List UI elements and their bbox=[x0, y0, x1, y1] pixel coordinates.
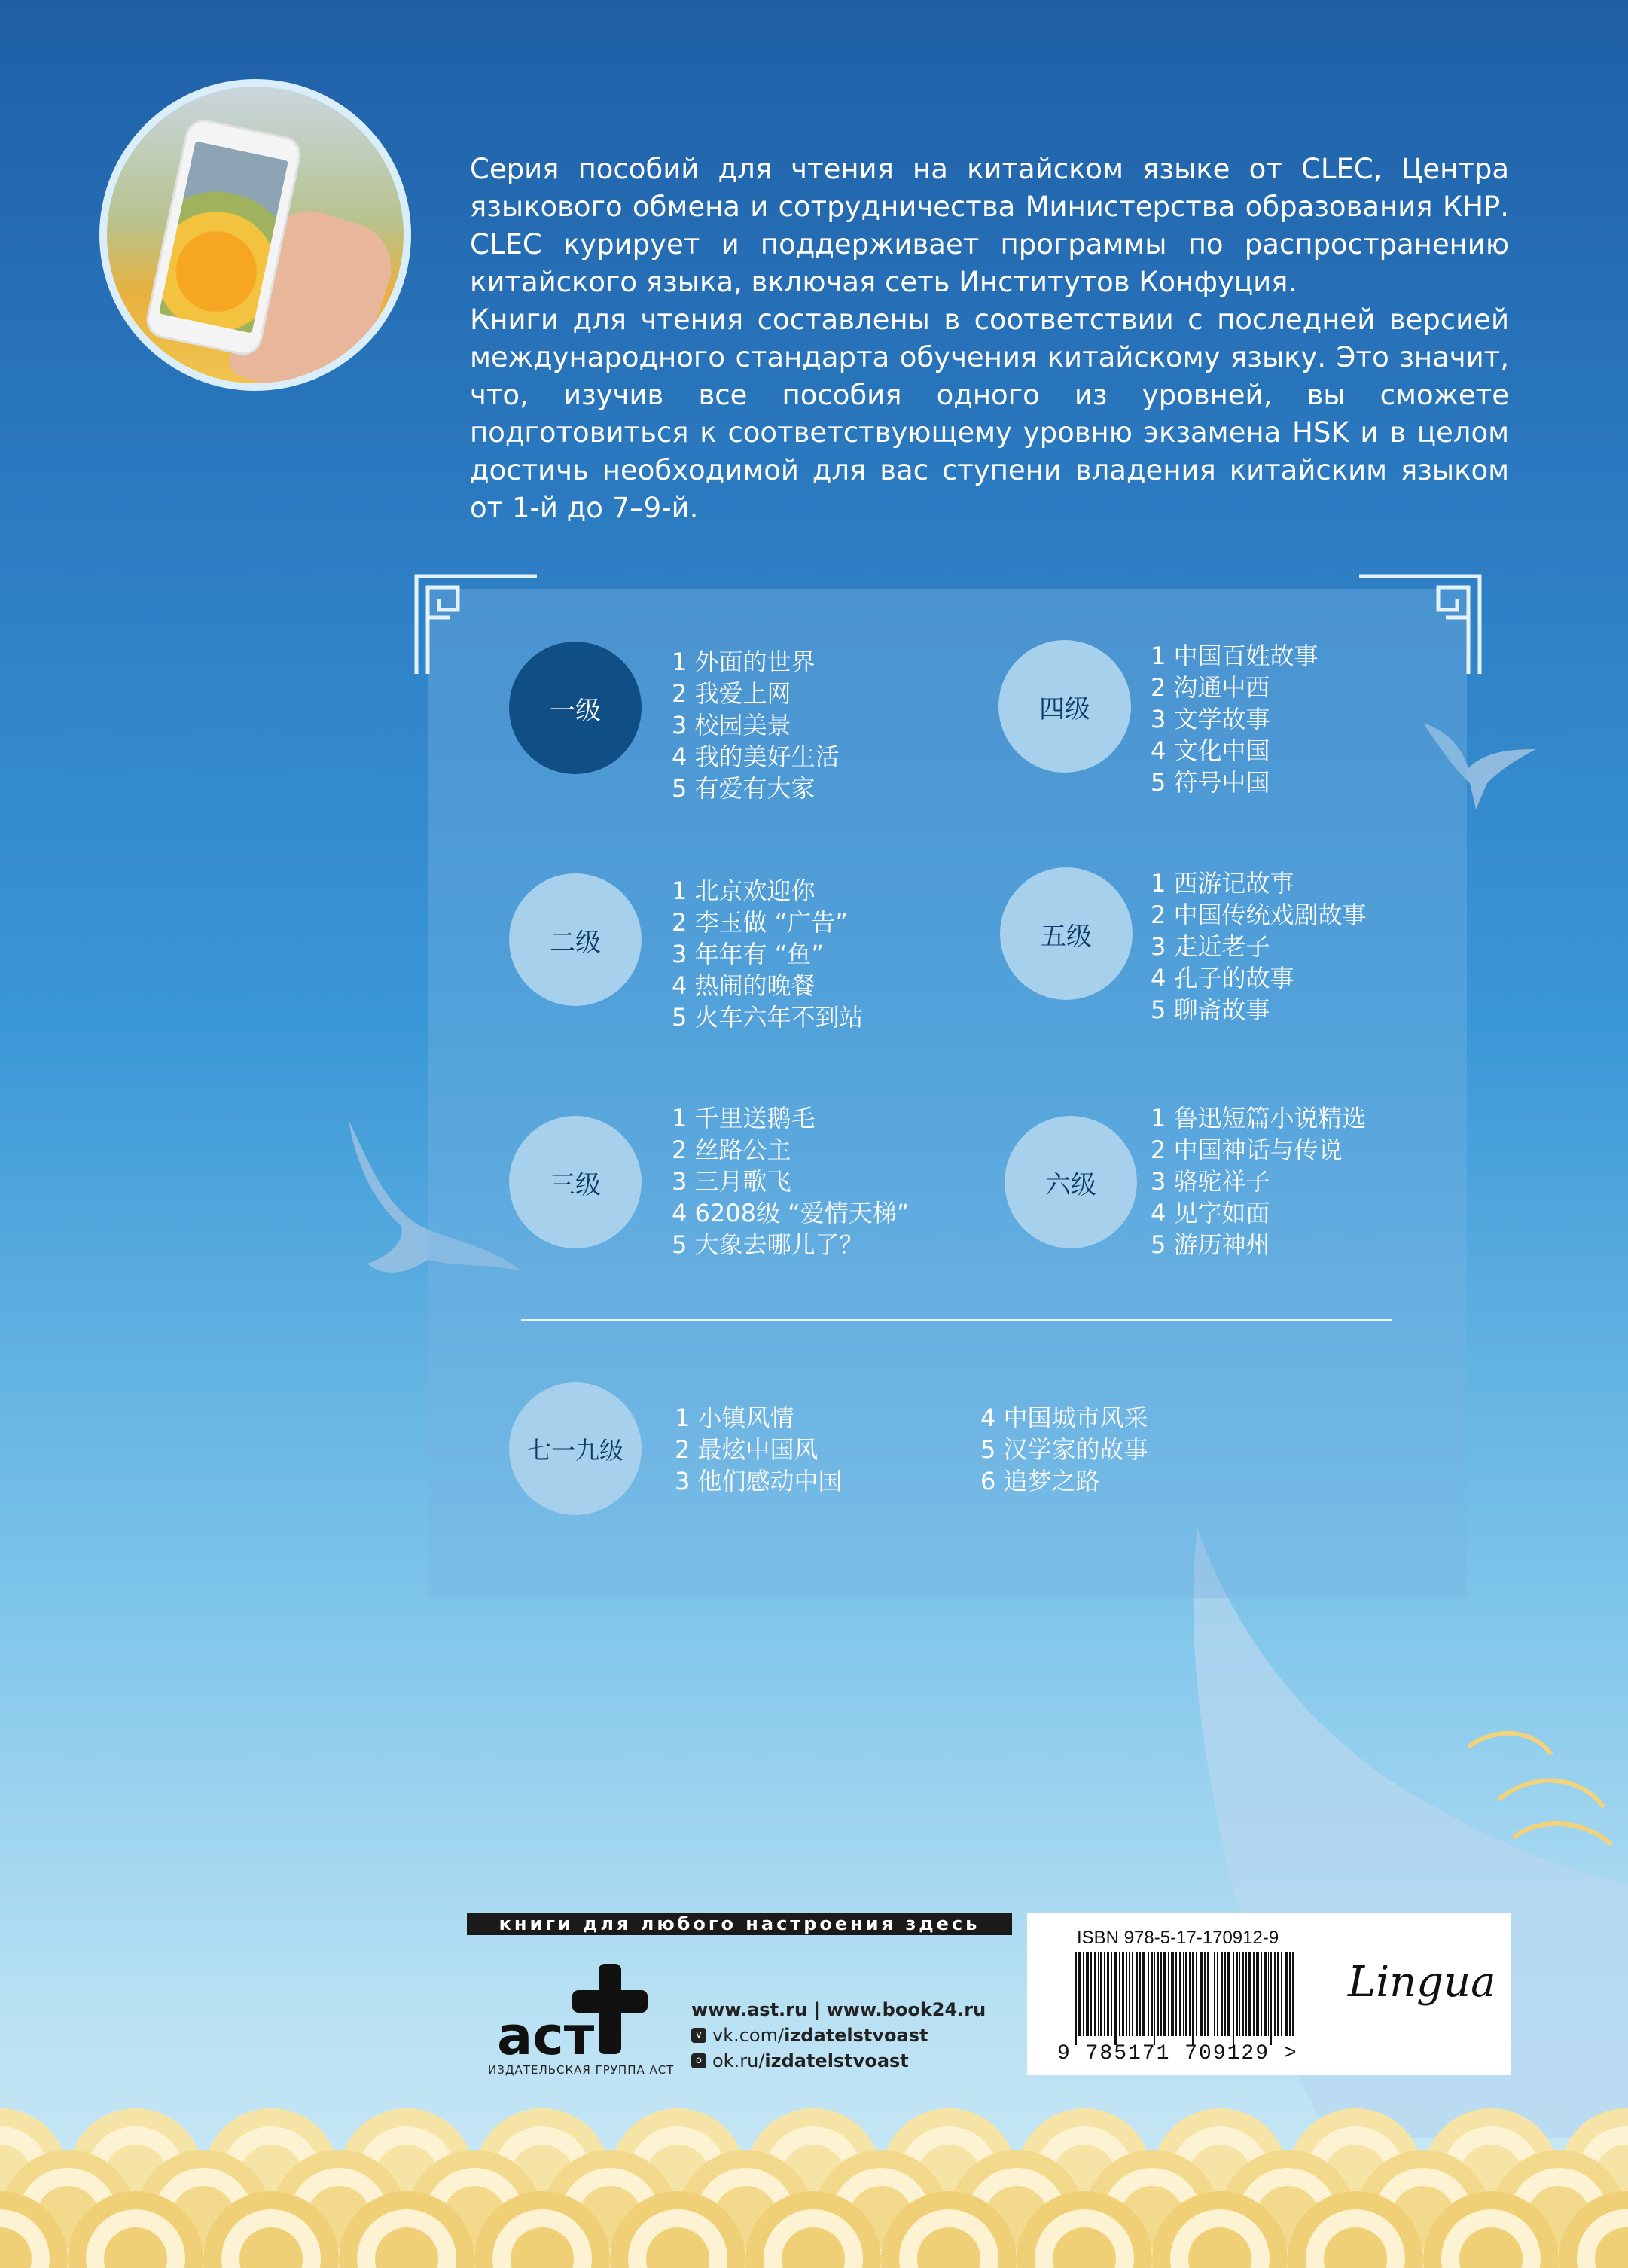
level-7-9-badge: 七一九级 bbox=[509, 1382, 642, 1515]
ast-logo bbox=[489, 1956, 670, 2069]
book-item: 3 走近老子 bbox=[1151, 932, 1270, 961]
book-item: 5 汉学家的故事 bbox=[980, 1435, 1148, 1464]
slogan-banner: книги для любого настроения здесь bbox=[467, 1913, 1012, 1935]
level-3-badge: 三级 bbox=[509, 1116, 642, 1248]
book-item: 1 小镇风情 bbox=[675, 1404, 794, 1432]
level-1-badge: 一级 bbox=[509, 642, 642, 774]
website-links[interactable]: www.ast.ru | www.book24.ru bbox=[691, 1999, 986, 2020]
book-item: 5 游历神州 bbox=[1151, 1230, 1270, 1259]
book-item: 5 符号中国 bbox=[1151, 768, 1270, 797]
book-item: 4 见字如面 bbox=[1151, 1199, 1270, 1227]
level-2-book-list bbox=[672, 875, 864, 1033]
level-5-book-list bbox=[1151, 867, 1367, 1026]
level-2-badge: 二级 bbox=[509, 873, 642, 1006]
barcode bbox=[1075, 1952, 1301, 2045]
vk-handle: izdatelstvoast bbox=[784, 2025, 928, 2046]
book-item: 1 千里送鹅毛 bbox=[672, 1104, 816, 1132]
book-item: 5 有爱有大家 bbox=[672, 774, 816, 803]
book-item: 3 校园美景 bbox=[672, 711, 791, 739]
book-item: 1 北京欢迎你 bbox=[672, 876, 816, 905]
book-item: 2 丝路公主 bbox=[672, 1136, 791, 1164]
book-item: 3 骆驼祥子 bbox=[1151, 1167, 1270, 1196]
vk-icon: v bbox=[691, 2028, 706, 2043]
description-paragraph-2: Книги для чтения составлены в соответствии с последней версией международного стандарта обучения китайскому языку. Это значит, что, изучив все пособия одного из уровней, вы сможете подготовиться к соответствующему уровню экзамена HSK и в целом достичь необходимой для вас ступени владения китайским языком от 1-й до 7–9-й. bbox=[470, 303, 1509, 524]
book-item: 5 火车六年不到站 bbox=[672, 1003, 864, 1032]
book-item: 2 李玉做 “广告” bbox=[672, 908, 848, 937]
book-item: 2 中国传统戏剧故事 bbox=[1151, 901, 1367, 929]
book-item: 4 热闹的晚餐 bbox=[672, 971, 816, 1000]
book-item: 3 三月歌飞 bbox=[672, 1167, 791, 1196]
book-item: 1 外面的世界 bbox=[672, 648, 816, 676]
level-4-badge: 四级 bbox=[998, 640, 1131, 773]
level-6-book-list bbox=[1151, 1102, 1367, 1261]
vk-link[interactable] bbox=[691, 2023, 986, 2048]
level-5-badge: 五级 bbox=[1000, 867, 1133, 1000]
level-3-book-list bbox=[672, 1102, 909, 1261]
book-item: 2 我爱上网 bbox=[672, 679, 791, 708]
vk-prefix: vk.com/ bbox=[712, 2025, 785, 2046]
panel-divider bbox=[521, 1319, 1392, 1321]
book-item: 4 文化中国 bbox=[1151, 736, 1270, 765]
ok-icon: o bbox=[691, 2053, 706, 2068]
book-item: 3 他们感动中国 bbox=[675, 1467, 843, 1495]
ast-caption: ИЗДАТЕЛЬСКАЯ ГРУППА АСТ bbox=[488, 2063, 675, 2077]
level-4-book-list bbox=[1151, 640, 1319, 798]
book-item: 6 追梦之路 bbox=[980, 1467, 1100, 1495]
ast-logo-text: аст bbox=[497, 2005, 595, 2067]
ok-prefix: ok.ru/ bbox=[712, 2050, 765, 2071]
book-item: 3 年年有 “鱼” bbox=[672, 940, 824, 968]
level-7-9-book-list-b bbox=[980, 1402, 1148, 1497]
book-item: 1 中国百姓故事 bbox=[1151, 642, 1319, 670]
book-item: 1 鲁迅短篇小说精选 bbox=[1151, 1104, 1367, 1132]
barcode-digits: 9 785171 709129 > bbox=[1057, 2042, 1298, 2065]
publisher-links bbox=[691, 1997, 986, 2074]
ok-handle: izdatelstvoast bbox=[764, 2050, 909, 2071]
level-7-9-book-list-a bbox=[675, 1402, 843, 1497]
wave-pattern bbox=[0, 2086, 1628, 2268]
fret-corner-left bbox=[413, 572, 541, 678]
isbn-label: ISBN 978-5-17-170912-9 bbox=[1077, 1928, 1279, 1948]
fret-corner-right bbox=[1355, 572, 1483, 678]
book-item: 4 中国城市风采 bbox=[980, 1404, 1148, 1432]
lingua-logo: Lingua bbox=[1348, 1958, 1496, 2007]
phone-photo bbox=[107, 87, 404, 383]
level-6-badge: 六级 bbox=[1005, 1116, 1137, 1248]
book-item: 4 6208级 “爱情天梯” bbox=[672, 1199, 910, 1227]
book-item: 2 沟通中西 bbox=[1151, 673, 1270, 702]
series-description bbox=[470, 151, 1509, 527]
description-paragraph-1: Серия пособий для чтения на китайском языке от CLEC, Центра языкового обмена и сотрудничества Министерства образования КНР. CLEC курирует и поддерживает программы по распространению китайского языка, включая сеть Институтов Конфуция. bbox=[470, 153, 1509, 298]
book-item: 5 大象去哪儿了？ bbox=[672, 1230, 864, 1259]
book-item: 4 我的美好生活 bbox=[672, 742, 840, 771]
book-item: 2 最炫中国风 bbox=[675, 1435, 819, 1464]
book-item: 1 西游记故事 bbox=[1151, 869, 1294, 898]
level-1-book-list bbox=[672, 646, 840, 804]
book-item: 4 孔子的故事 bbox=[1151, 964, 1294, 992]
ok-link[interactable] bbox=[691, 2048, 986, 2074]
book-item: 3 文学故事 bbox=[1151, 705, 1270, 733]
book-item: 5 聊斋故事 bbox=[1151, 995, 1270, 1024]
book-item: 2 中国神话与传说 bbox=[1151, 1136, 1343, 1164]
